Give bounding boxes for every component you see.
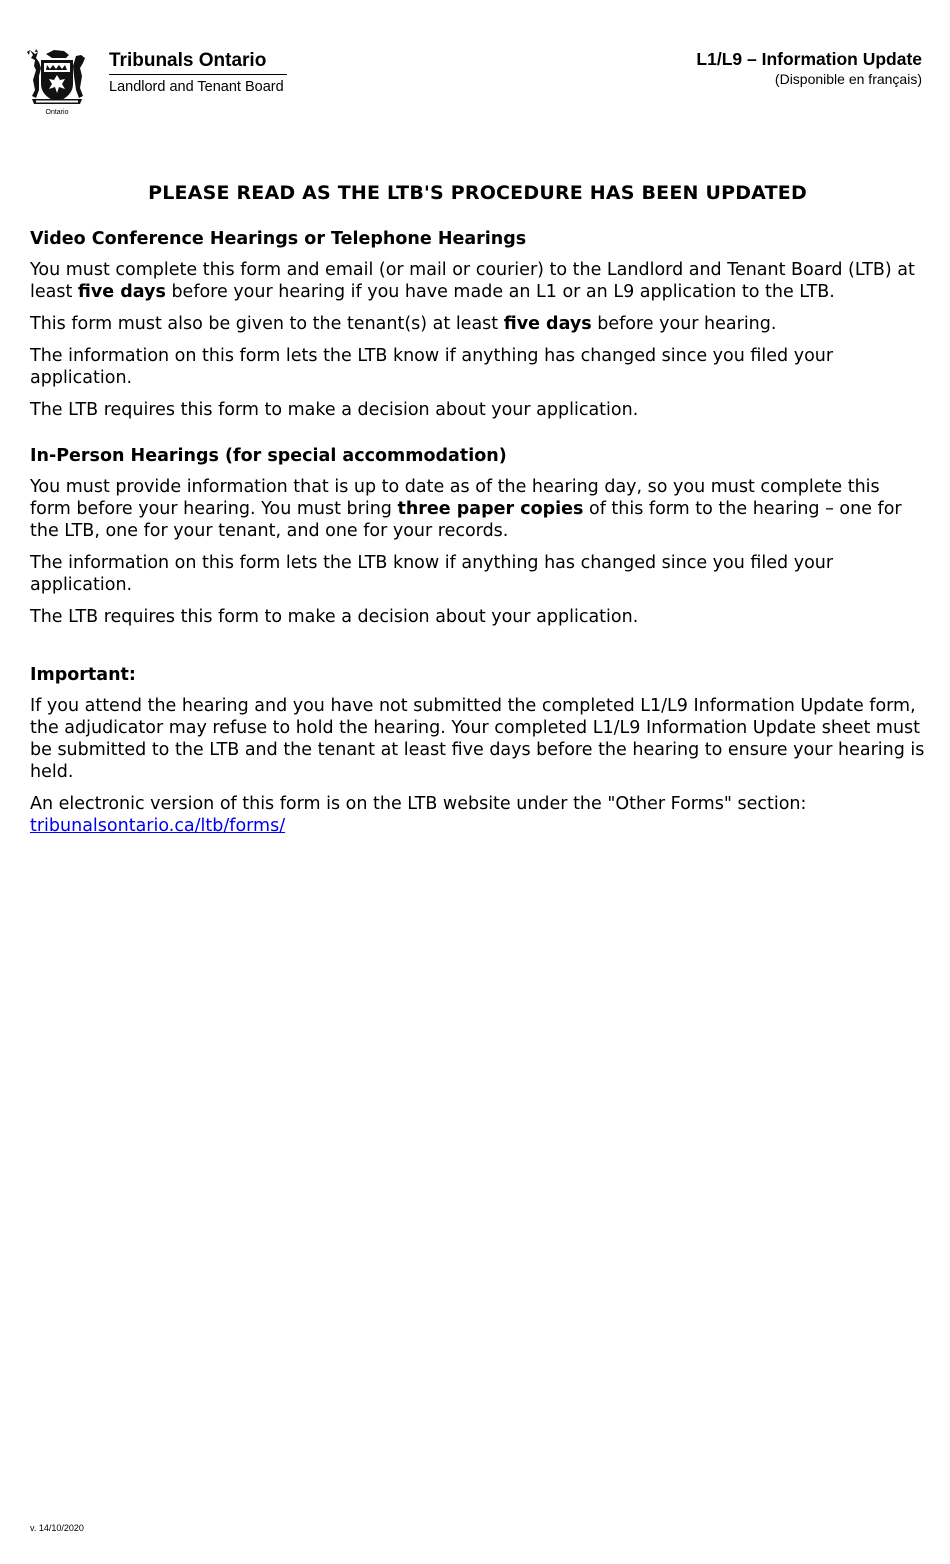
version-label: v. 14/10/2020 (30, 1523, 84, 1533)
important-section (30, 664, 925, 837)
video-hearings-section (30, 228, 925, 421)
in-person-paragraph-2: The information on this form lets the LTB know if anything has changed since you filed your application. (30, 553, 834, 595)
in-person-hearings-section (30, 445, 925, 628)
video-p1-text-a: You must complete this form and email (or mail or courier) to the Landlord and Tenant Board (LTB) at least (30, 260, 915, 302)
video-p2-text-c: before your hearing. (591, 314, 777, 334)
video-p1-emphasis: five days (77, 282, 166, 302)
video-paragraph-3: The information on this form lets the LTB know if anything has changed since you filed your application. (30, 346, 834, 388)
main-heading: PLEASE READ AS THE LTB'S PROCEDURE HAS BEEN UPDATED (148, 182, 807, 204)
french-availability-note: (Disponible en français) (774, 71, 922, 87)
electronic-version-text: An electronic version of this form is on the LTB website under the "Other Forms" section: (30, 794, 807, 814)
ltb-forms-link[interactable]: tribunalsontario.ca/ltb/forms/ (30, 816, 286, 836)
organization-block (109, 50, 301, 96)
in-person-paragraph-3: The LTB requires this form to make a decision about your application. (30, 607, 639, 627)
important-heading: Important: (30, 665, 136, 685)
important-paragraph-1: If you attend the hearing and you have not submitted the completed L1/L9 Information Update form, the adjudicator may refuse to hold the hearing. Your completed L1/L9 Information Update sheet must be submitted to the LTB and the tenant at least five days before the hearing to ensure your hearing is held. (30, 696, 925, 782)
logo-caption: Ontario (45, 109, 69, 116)
form-title: L1/L9 – Information Update (696, 49, 922, 69)
video-hearings-heading: Video Conference Hearings or Telephone Hearings (30, 229, 527, 249)
video-paragraph-2 (30, 313, 925, 335)
video-p2-emphasis: five days (503, 314, 592, 334)
organization-name: Tribunals Ontario (109, 50, 287, 75)
document-body (30, 180, 925, 837)
form-identifier (696, 49, 922, 88)
video-p2-text-a: This form must also be given to the tenant(s) at least (30, 314, 504, 334)
ontario-coat-of-arms-logo (24, 46, 90, 116)
in-person-paragraph-1 (30, 476, 925, 542)
in-person-hearings-heading: In-Person Hearings (for special accommodation) (30, 446, 507, 466)
organization-subtitle: Landlord and Tenant Board (109, 79, 284, 95)
video-paragraph-4: The LTB requires this form to make a decision about your application. (30, 400, 639, 420)
in-person-p1-text-c: of this form to the hearing – one for the LTB, one for your tenant, and one for your records. (30, 499, 902, 541)
page-header (0, 0, 950, 130)
in-person-p1-text-a: You must provide information that is up to date as of the hearing day, so you must complete this form before your hearing. You must bring (30, 477, 880, 519)
important-paragraph-2 (30, 793, 925, 837)
video-paragraph-1 (30, 259, 925, 303)
in-person-p1-emphasis: three paper copies (397, 499, 584, 519)
video-p1-text-c: before your hearing if you have made an L1 or an L9 application to the LTB. (165, 282, 835, 302)
